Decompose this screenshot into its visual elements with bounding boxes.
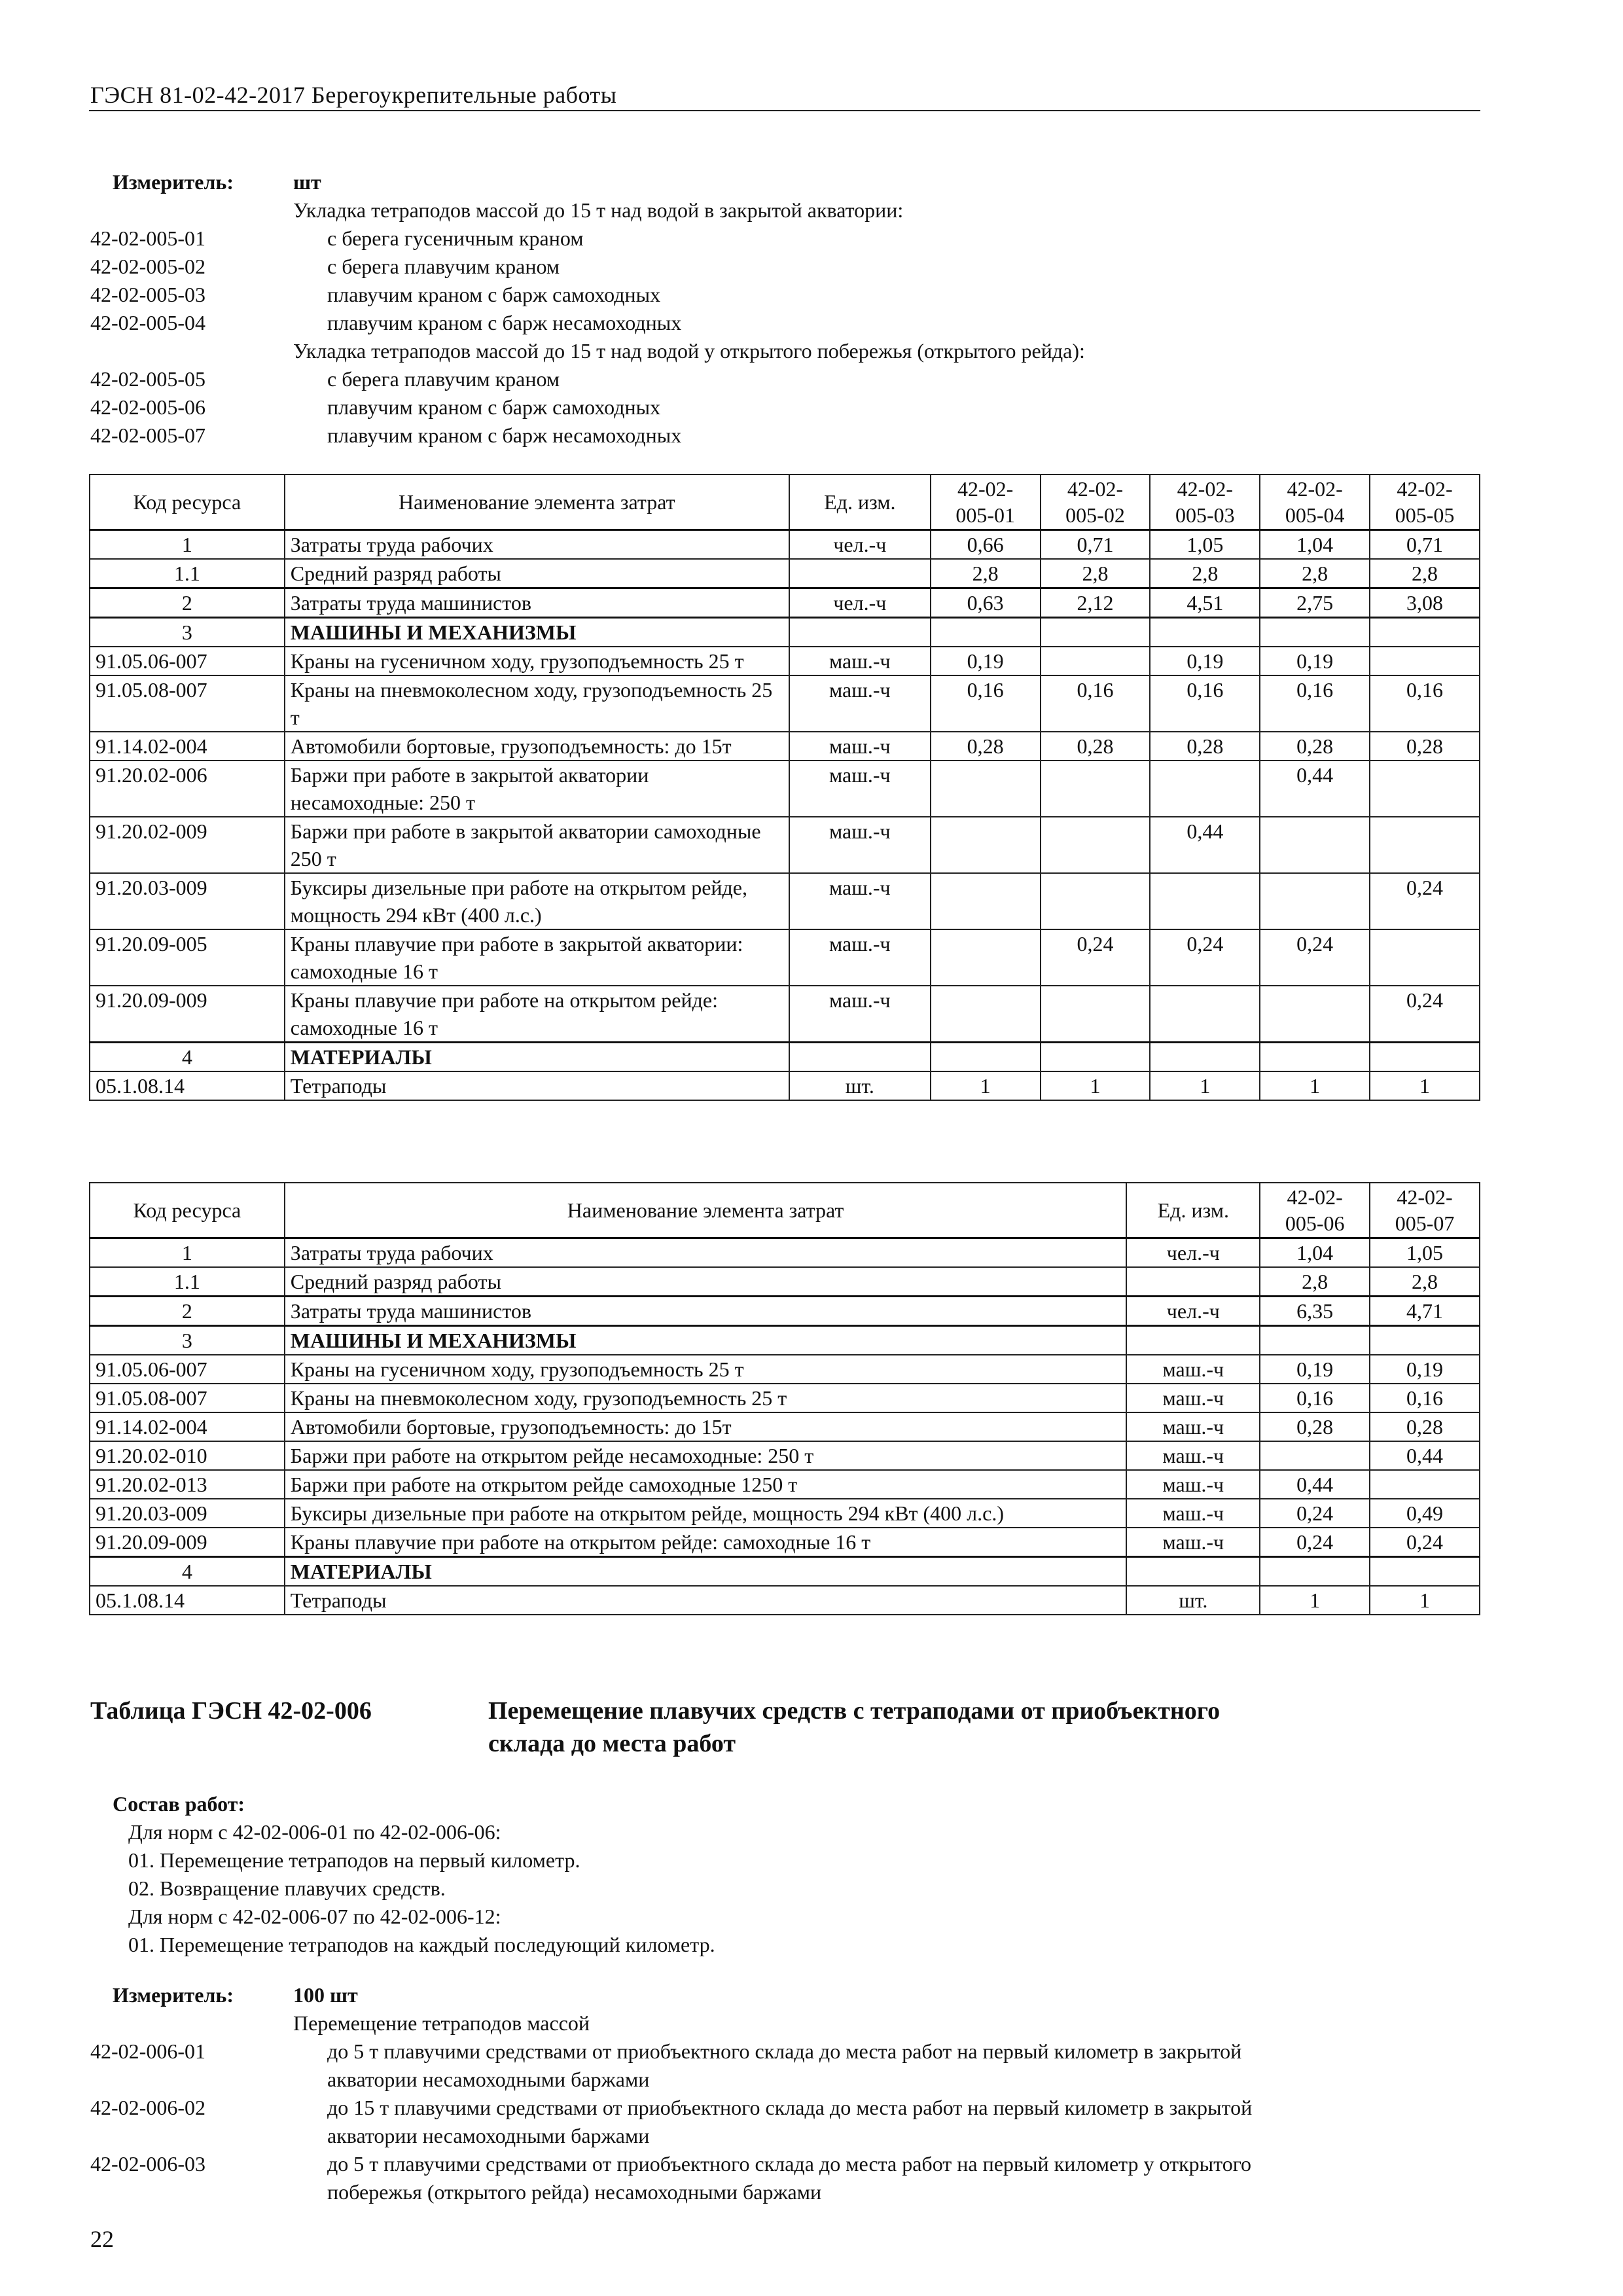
- header-norm-code: [1260, 1183, 1370, 1238]
- header-rule: [89, 110, 1480, 111]
- header-norm-code-line: 005-07: [1395, 1211, 1455, 1235]
- norm-value: 1,05: [1150, 529, 1260, 559]
- norm-value: 1: [1041, 1071, 1150, 1100]
- header-norm-code: [1150, 475, 1260, 529]
- norm-value: [1260, 1042, 1370, 1071]
- group-heading: Перемещение тетраподов массой: [293, 2011, 590, 2035]
- work-item: 01. Перемещение тетраподов на первый километр.: [128, 1848, 580, 1872]
- section-title: склада до места работ: [488, 1730, 736, 1757]
- norm-value: 4,51: [1150, 588, 1260, 617]
- table-row: [90, 1556, 1480, 1586]
- norm-value: [1041, 817, 1150, 873]
- resource-name: Затраты труда рабочих: [285, 529, 789, 559]
- norm-value: 0,19: [1150, 647, 1260, 675]
- resource-unit: чел.-ч: [1126, 1296, 1260, 1325]
- table-row: [90, 929, 1480, 986]
- table-row: [90, 1412, 1480, 1441]
- resource-name: Баржи при работе в закрытой акватории самоходные 250 т: [285, 817, 789, 873]
- header-unit: Ед. изм.: [1126, 1183, 1260, 1238]
- header-code: Код ресурса: [90, 475, 285, 529]
- table-row: [90, 1267, 1480, 1297]
- resource-name: Краны плавучие при работе на открытом рейде: самоходные 16 т: [285, 986, 789, 1043]
- measure-value: 100 шт: [293, 1983, 358, 2007]
- norm-value: 1,04: [1260, 1238, 1370, 1267]
- section-table-id: Таблица ГЭСН 42-02-006: [90, 1697, 372, 1725]
- header-unit: Ед. изм.: [789, 475, 931, 529]
- resource-name: Буксиры дизельные при работе на открытом рейде, мощность 294 кВт (400 л.с.): [285, 873, 789, 929]
- resource-unit: [789, 559, 931, 588]
- resource-code: 05.1.08.14: [90, 1071, 285, 1100]
- resource-name: Тетраподы: [285, 1586, 1127, 1615]
- norm-value: [1370, 817, 1480, 873]
- resource-name: МАТЕРИАЛЫ: [285, 1042, 789, 1071]
- resource-unit: маш.-ч: [789, 675, 931, 732]
- norm-code: 42-02-005-05: [90, 367, 205, 391]
- resource-name: МАТЕРИАЛЫ: [285, 1556, 1127, 1586]
- resource-unit: маш.-ч: [1126, 1499, 1260, 1528]
- resource-unit: маш.-ч: [1126, 1441, 1260, 1470]
- resource-code: 3: [90, 1325, 285, 1355]
- resource-name: Краны плавучие при работе в закрытой акватории: самоходные 16 т: [285, 929, 789, 986]
- resource-name: Баржи при работе на открытом рейде несамоходные: 250 т: [285, 1441, 1127, 1470]
- norm-description: акватории несамоходными баржами: [327, 2068, 650, 2091]
- norm-value: 0,28: [1370, 732, 1480, 761]
- norm-value: 0,16: [931, 675, 1041, 732]
- norm-value: 2,8: [1370, 559, 1480, 588]
- header-norm-code: [1041, 475, 1150, 529]
- resource-code: 4: [90, 1042, 285, 1071]
- resource-name: Краны на гусеничном ходу, грузоподъемность 25 т: [285, 647, 789, 675]
- norm-value: 0,71: [1041, 529, 1150, 559]
- norm-value: 2,8: [1150, 559, 1260, 588]
- header-norm-code-line: 42-02-: [1397, 476, 1453, 501]
- norm-value: [1260, 873, 1370, 929]
- table-row: [90, 647, 1480, 675]
- resource-code: 91.20.09-009: [90, 986, 285, 1043]
- resource-unit: маш.-ч: [789, 986, 931, 1043]
- norm-value: 2,75: [1260, 588, 1370, 617]
- norm-code: 42-02-005-07: [90, 423, 205, 447]
- resource-code: 91.14.02-004: [90, 1412, 285, 1441]
- resource-unit: маш.-ч: [789, 732, 931, 761]
- resource-code: 91.20.09-005: [90, 929, 285, 986]
- norm-value: [1370, 1470, 1480, 1499]
- resource-unit: маш.-ч: [789, 873, 931, 929]
- norm-value: [931, 761, 1041, 817]
- norm-value: [1370, 929, 1480, 986]
- norm-value: 0,24: [1370, 873, 1480, 929]
- resource-code: 1.1: [90, 1267, 285, 1297]
- resource-unit: маш.-ч: [1126, 1384, 1260, 1412]
- resource-code: 91.20.02-013: [90, 1470, 285, 1499]
- norm-value: 0,24: [1150, 929, 1260, 986]
- norm-value: [931, 929, 1041, 986]
- table-row: [90, 1499, 1480, 1528]
- norm-value: 0,19: [1370, 1355, 1480, 1384]
- resource-unit: шт.: [1126, 1586, 1260, 1615]
- resource-code: 3: [90, 617, 285, 647]
- resource-code: 91.20.03-009: [90, 1499, 285, 1528]
- norm-value: [931, 617, 1041, 647]
- norm-description: побережья (открытого рейда) несамоходными баржами: [327, 2180, 822, 2204]
- norm-description: до 15 т плавучими средствами от приобъектного склада до места работ на первый километр в закрытой: [327, 2096, 1253, 2119]
- norm-value: 0,28: [1041, 732, 1150, 761]
- norm-value: 0,44: [1260, 761, 1370, 817]
- resource-name: Средний разряд работы: [285, 559, 789, 588]
- resource-name: Автомобили бортовые, грузоподъемность: до 15т: [285, 1412, 1127, 1441]
- table-row: [90, 1071, 1480, 1100]
- resource-code: 1: [90, 1238, 285, 1267]
- norm-value: [1041, 647, 1150, 675]
- norm-value: [1150, 1042, 1260, 1071]
- table-row: [90, 986, 1480, 1043]
- header-name: Наименование элемента затрат: [285, 1183, 1127, 1238]
- header-norm-code-line: 005-01: [955, 503, 1015, 527]
- resource-code: 91.20.03-009: [90, 873, 285, 929]
- norm-value: 2,8: [1041, 559, 1150, 588]
- norm-value: 1: [1150, 1071, 1260, 1100]
- norm-value: [931, 873, 1041, 929]
- norm-value: 0,28: [1370, 1412, 1480, 1441]
- resource-name: Краны на пневмоколесном ходу, грузоподъемность 25 т: [285, 1384, 1127, 1412]
- header-norm-code-line: 42-02-: [957, 476, 1014, 501]
- norm-description: до 5 т плавучими средствами от приобъектного склада до места работ на первый километр в закрытой: [327, 2039, 1242, 2063]
- norm-value: [1041, 986, 1150, 1043]
- norm-value: [1150, 986, 1260, 1043]
- resource-code: 91.05.08-007: [90, 1384, 285, 1412]
- norm-value: 0,16: [1370, 1384, 1480, 1412]
- norm-value: 2,8: [1260, 559, 1370, 588]
- norm-value: 0,28: [931, 732, 1041, 761]
- norm-value: [1260, 1441, 1370, 1470]
- norm-value: 0,44: [1370, 1441, 1480, 1470]
- norm-value: 0,19: [1260, 647, 1370, 675]
- resource-code: 91.20.02-009: [90, 817, 285, 873]
- header-norm-code: [1370, 1183, 1480, 1238]
- norm-value: 3,08: [1370, 588, 1480, 617]
- norm-value: [1260, 1325, 1370, 1355]
- header-name: Наименование элемента затрат: [285, 475, 789, 529]
- work-item: Для норм с 42-02-006-07 по 42-02-006-12:: [128, 1905, 501, 1928]
- resource-table-1: [89, 474, 1480, 1101]
- norm-code: 42-02-005-01: [90, 226, 205, 250]
- norm-description: до 5 т плавучими средствами от приобъектного склада до места работ на первый километр у открытого: [327, 2152, 1252, 2176]
- resource-unit: маш.-ч: [789, 761, 931, 817]
- header-norm-code-line: 005-03: [1175, 503, 1235, 527]
- norm-value: 4,71: [1370, 1296, 1480, 1325]
- resource-table-2: [89, 1182, 1480, 1615]
- norm-description: с берега плавучим краном: [327, 255, 560, 278]
- resource-unit: маш.-ч: [789, 647, 931, 675]
- resource-code: 91.20.09-009: [90, 1528, 285, 1557]
- norm-value: 0,49: [1370, 1499, 1480, 1528]
- norm-value: 1: [1260, 1586, 1370, 1615]
- resource-code: 91.05.06-007: [90, 1355, 285, 1384]
- header-norm-code-line: 42-02-: [1397, 1185, 1453, 1209]
- norm-value: 0,16: [1041, 675, 1150, 732]
- resource-code: 2: [90, 588, 285, 617]
- header-norm-code: [1370, 475, 1480, 529]
- norm-value: 2,8: [1260, 1267, 1370, 1297]
- resource-unit: чел.-ч: [789, 529, 931, 559]
- header-norm-code-line: 005-06: [1285, 1211, 1345, 1235]
- header-norm-code-line: 42-02-: [1067, 476, 1124, 501]
- work-item: 01. Перемещение тетраподов на каждый последующий километр.: [128, 1933, 715, 1956]
- resource-unit: [789, 1042, 931, 1071]
- norm-code: 42-02-005-06: [90, 395, 205, 419]
- norm-value: 0,24: [1260, 1499, 1370, 1528]
- table-row: [90, 1296, 1480, 1325]
- header-norm-code-line: 42-02-: [1287, 476, 1343, 501]
- resource-name: Автомобили бортовые, грузоподъемность: до 15т: [285, 732, 789, 761]
- norm-value: 0,24: [1370, 986, 1480, 1043]
- norm-description: плавучим краном с барж несамоходных: [327, 423, 682, 447]
- resource-unit: [789, 617, 931, 647]
- resource-code: 1: [90, 529, 285, 559]
- norm-code: 42-02-006-03: [90, 2152, 205, 2176]
- table-row: [90, 732, 1480, 761]
- header-norm-code-line: 005-05: [1395, 503, 1455, 527]
- header-code: Код ресурса: [90, 1183, 285, 1238]
- norm-value: [1150, 617, 1260, 647]
- norm-value: [1041, 1042, 1150, 1071]
- norm-value: 6,35: [1260, 1296, 1370, 1325]
- resource-code: 2: [90, 1296, 285, 1325]
- norm-value: 0,16: [1260, 675, 1370, 732]
- resource-name: Баржи при работе на открытом рейде самоходные 1250 т: [285, 1470, 1127, 1499]
- norm-value: [1150, 761, 1260, 817]
- norm-value: 0,66: [931, 529, 1041, 559]
- table-row: [90, 1586, 1480, 1615]
- norm-description: плавучим краном с барж самоходных: [327, 283, 661, 306]
- resource-name: МАШИНЫ И МЕХАНИЗМЫ: [285, 1325, 1127, 1355]
- norm-value: 0,63: [931, 588, 1041, 617]
- resource-name: Краны на гусеничном ходу, грузоподъемность 25 т: [285, 1355, 1127, 1384]
- table-row: [90, 529, 1480, 559]
- norm-value: 0,16: [1260, 1384, 1370, 1412]
- document-header: ГЭСН 81-02-42-2017 Берегоукрепительные работы: [90, 82, 617, 108]
- resource-name: Затраты труда машинистов: [285, 588, 789, 617]
- norm-value: [1041, 761, 1150, 817]
- norm-value: [1370, 1325, 1480, 1355]
- norm-value: 0,16: [1370, 675, 1480, 732]
- norm-value: 0,44: [1260, 1470, 1370, 1499]
- norm-description: плавучим краном с барж несамоходных: [327, 311, 682, 334]
- resource-unit: маш.-ч: [1126, 1528, 1260, 1557]
- norm-description: с берега плавучим краном: [327, 367, 560, 391]
- resource-unit: маш.-ч: [1126, 1355, 1260, 1384]
- resource-name: Краны плавучие при работе на открытом рейде: самоходные 16 т: [285, 1528, 1127, 1557]
- resource-name: Средний разряд работы: [285, 1267, 1127, 1297]
- page-number: 22: [90, 2226, 114, 2252]
- norm-value: [1370, 647, 1480, 675]
- norm-code: 42-02-005-02: [90, 255, 205, 278]
- resource-code: 91.20.02-010: [90, 1441, 285, 1470]
- resource-unit: чел.-ч: [789, 588, 931, 617]
- resource-code: 91.20.02-006: [90, 761, 285, 817]
- measure-value: шт: [293, 170, 321, 194]
- norm-value: 1: [931, 1071, 1041, 1100]
- norm-value: 1: [1370, 1586, 1480, 1615]
- norm-value: 0,28: [1260, 732, 1370, 761]
- resource-code: 4: [90, 1556, 285, 1586]
- norm-value: 0,28: [1150, 732, 1260, 761]
- norm-description: акватории несамоходными баржами: [327, 2124, 650, 2147]
- resource-name: Тетраподы: [285, 1071, 789, 1100]
- group-heading: Укладка тетраподов массой до 15 т над водой в закрытой акватории:: [293, 198, 904, 222]
- norm-value: [1041, 617, 1150, 647]
- resource-code: 05.1.08.14: [90, 1586, 285, 1615]
- norm-value: 0,19: [931, 647, 1041, 675]
- resource-code: 91.05.08-007: [90, 675, 285, 732]
- norm-value: 1,04: [1260, 529, 1370, 559]
- header-norm-code: [1260, 475, 1370, 529]
- norm-value: [931, 817, 1041, 873]
- norm-value: 2,12: [1041, 588, 1150, 617]
- norm-value: [1260, 986, 1370, 1043]
- norm-value: 1: [1370, 1071, 1480, 1100]
- norm-value: 0,28: [1260, 1412, 1370, 1441]
- norm-code: 42-02-006-01: [90, 2039, 205, 2063]
- table-row: [90, 1355, 1480, 1384]
- norm-code: 42-02-006-02: [90, 2096, 205, 2119]
- header-norm-code-line: 005-02: [1065, 503, 1125, 527]
- norm-value: [931, 1042, 1041, 1071]
- norm-value: 0,19: [1260, 1355, 1370, 1384]
- measure-label: Измеритель:: [113, 170, 234, 194]
- work-item: Для норм с 42-02-006-01 по 42-02-006-06:: [128, 1820, 501, 1844]
- table-row: [90, 617, 1480, 647]
- norm-value: 0,24: [1041, 929, 1150, 986]
- resource-code: 1.1: [90, 559, 285, 588]
- table-row: [90, 1325, 1480, 1355]
- resource-unit: маш.-ч: [789, 929, 931, 986]
- norm-value: 1: [1260, 1071, 1370, 1100]
- table-row: [90, 873, 1480, 929]
- resource-name: Баржи при работе в закрытой акватории несамоходные: 250 т: [285, 761, 789, 817]
- header-norm-code-line: 42-02-: [1287, 1185, 1343, 1209]
- resource-unit: [1126, 1325, 1260, 1355]
- table-row: [90, 588, 1480, 617]
- norm-value: 0,24: [1260, 1528, 1370, 1557]
- table-row: [90, 559, 1480, 588]
- header-norm-code: [931, 475, 1041, 529]
- resource-unit: [1126, 1267, 1260, 1297]
- resource-name: Затраты труда рабочих: [285, 1238, 1127, 1267]
- resource-unit: шт.: [789, 1071, 931, 1100]
- norm-code: 42-02-005-03: [90, 283, 205, 306]
- resource-unit: [1126, 1556, 1260, 1586]
- measure-label: Измеритель:: [113, 1983, 234, 2007]
- header-norm-code-line: 005-04: [1285, 503, 1345, 527]
- header-norm-code-line: 42-02-: [1177, 476, 1233, 501]
- norm-value: 0,24: [1370, 1528, 1480, 1557]
- norm-value: 0,24: [1260, 929, 1370, 986]
- resource-name: МАШИНЫ И МЕХАНИЗМЫ: [285, 617, 789, 647]
- table-row: [90, 1470, 1480, 1499]
- norm-description: с берега гусеничным краном: [327, 226, 584, 250]
- section-title: Перемещение плавучих средств с тетраподами от приобъектного: [488, 1697, 1221, 1725]
- resource-unit: чел.-ч: [1126, 1238, 1260, 1267]
- norm-value: 2,8: [1370, 1267, 1480, 1297]
- table-row: [90, 1042, 1480, 1071]
- resource-unit: маш.-ч: [789, 817, 931, 873]
- norm-value: [1150, 873, 1260, 929]
- norm-value: [1370, 1042, 1480, 1071]
- table-row: [90, 761, 1480, 817]
- table-row: [90, 1238, 1480, 1267]
- norm-value: 0,16: [1150, 675, 1260, 732]
- resource-unit: маш.-ч: [1126, 1470, 1260, 1499]
- resource-name: Краны на пневмоколесном ходу, грузоподъемность 25 т: [285, 675, 789, 732]
- norm-value: [1370, 1556, 1480, 1586]
- work-composition-label: Состав работ:: [113, 1792, 245, 1816]
- table-row: [90, 817, 1480, 873]
- resource-code: 91.14.02-004: [90, 732, 285, 761]
- norm-value: [1370, 761, 1480, 817]
- norm-value: 0,44: [1150, 817, 1260, 873]
- table-row: [90, 1528, 1480, 1557]
- norm-description: плавучим краном с барж самоходных: [327, 395, 661, 419]
- group-heading: Укладка тетраподов массой до 15 т над водой у открытого побережья (открытого рейда):: [293, 339, 1085, 363]
- norm-value: [1260, 1556, 1370, 1586]
- norm-value: [931, 986, 1041, 1043]
- table-row: [90, 1441, 1480, 1470]
- norm-value: 0,71: [1370, 529, 1480, 559]
- resource-name: Буксиры дизельные при работе на открытом рейде, мощность 294 кВт (400 л.с.): [285, 1499, 1127, 1528]
- norm-value: [1041, 873, 1150, 929]
- norm-value: [1370, 617, 1480, 647]
- norm-value: [1260, 817, 1370, 873]
- norm-value: 2,8: [931, 559, 1041, 588]
- resource-code: 91.05.06-007: [90, 647, 285, 675]
- norm-value: [1260, 617, 1370, 647]
- resource-name: Затраты труда машинистов: [285, 1296, 1127, 1325]
- table-row: [90, 675, 1480, 732]
- resource-unit: маш.-ч: [1126, 1412, 1260, 1441]
- work-item: 02. Возвращение плавучих средств.: [128, 1876, 446, 1900]
- norm-code: 42-02-005-04: [90, 311, 205, 334]
- table-row: [90, 1384, 1480, 1412]
- norm-value: 1,05: [1370, 1238, 1480, 1267]
